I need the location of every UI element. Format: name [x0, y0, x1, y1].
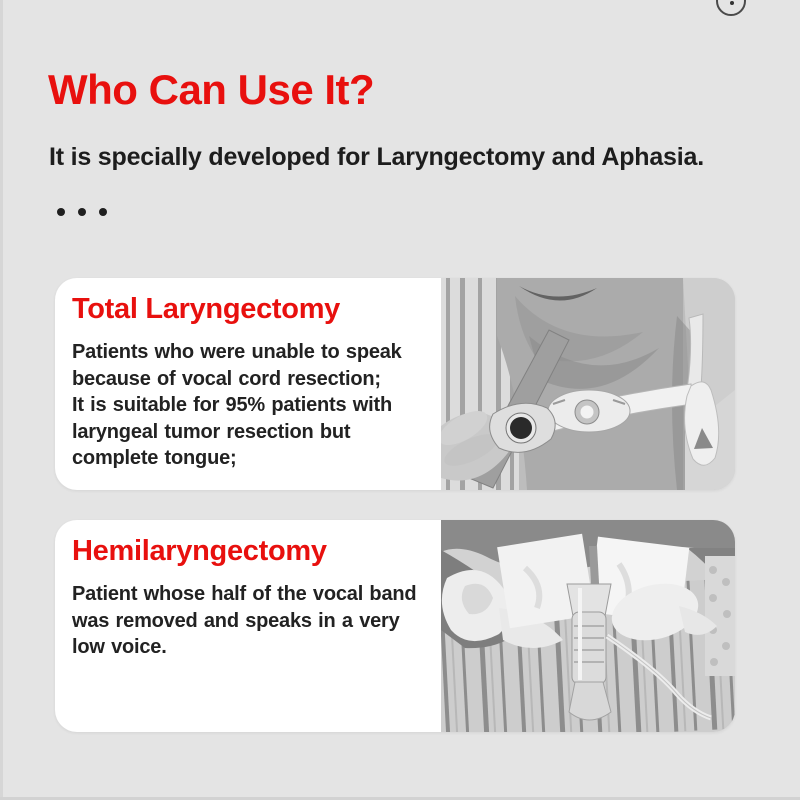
scroll-indicator-icon: [716, 0, 746, 16]
card-heading: Hemilaryngectomy: [72, 535, 327, 567]
body-line: Patients who were unable to speak: [72, 341, 402, 363]
body-line: laryngeal tumor resection but: [72, 420, 351, 443]
patient-neck-strap-photo: [441, 278, 735, 490]
decorative-dot: [99, 208, 107, 216]
card-text-area: [55, 520, 441, 732]
scroll-indicator-dot-icon: [730, 1, 734, 5]
page-title: Who Can Use It?: [48, 66, 375, 113]
page-subtitle: It is specially developed for Laryngectomy and Aphasia.: [49, 143, 704, 171]
card-heading: Total Laryngectomy: [72, 293, 341, 325]
body-line: was removed and speaks in a very: [72, 609, 400, 632]
body-line: low voice.: [72, 636, 167, 658]
body-line: Patient whose half of the vocal band: [72, 583, 417, 605]
card-total-laryngectomy: [55, 278, 735, 490]
body-line: It is suitable for 95% patients with: [72, 394, 392, 416]
card-text-area: [55, 278, 441, 490]
tracheostomy-dressing-photo: [441, 520, 735, 732]
decorative-dot: [78, 208, 86, 216]
card-body: [72, 581, 437, 661]
ellipsis-dots: [57, 208, 107, 216]
left-edge-shade: [0, 0, 3, 800]
decorative-dot: [57, 208, 65, 216]
card-body: [72, 339, 437, 472]
card-hemilaryngectomy: [55, 520, 735, 732]
body-line: complete tongue;: [72, 447, 237, 469]
body-line: because of vocal cord resection;: [72, 367, 381, 390]
